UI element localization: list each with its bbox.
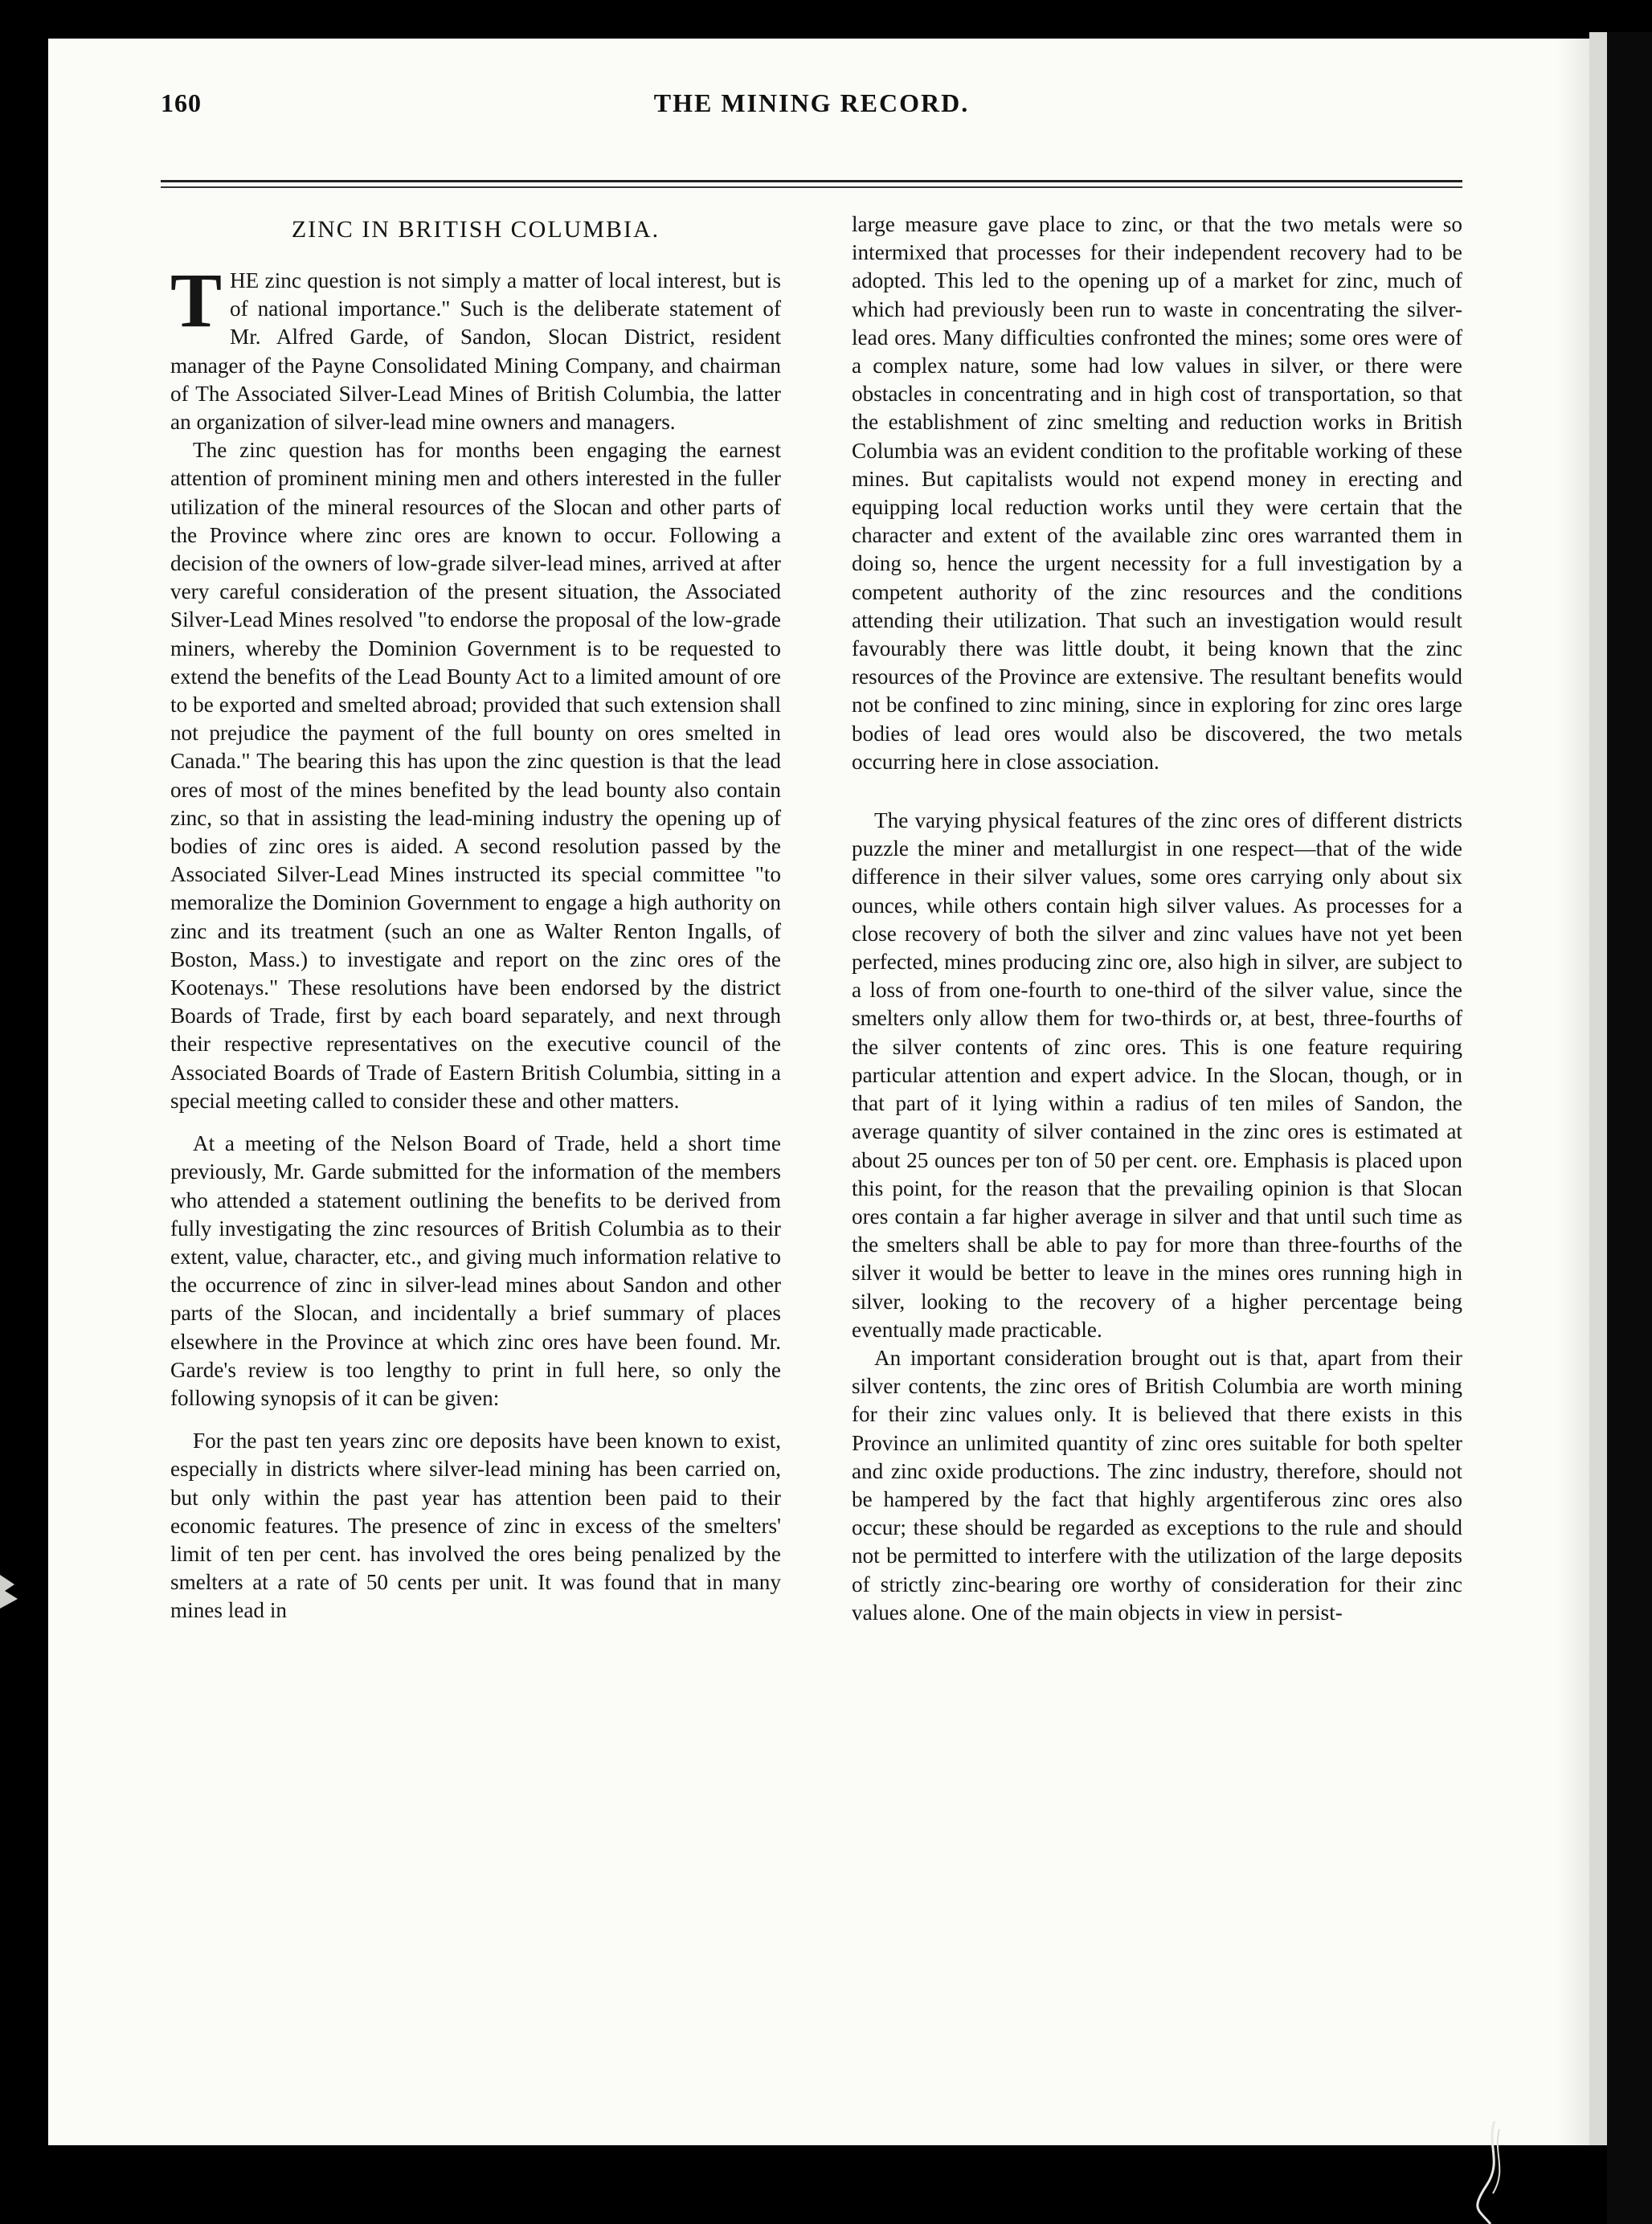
binding-thread-mark <box>1462 2121 1511 2224</box>
journal-title: THE MINING RECORD. <box>653 88 970 117</box>
next-page-edge <box>1589 32 1607 2145</box>
paragraph-3: At a meeting of the Nelson Board of Trade, held a short time previously, Mr. Garde submitted for the information of the members who attended a statement outlining the benefits to be derived from fully investigating the zinc resources of British Columbia as to their extent, value, character, etc., and giving much information relative to the occurrence of zinc in silver-lead mines about Sandon and other parts of the Slocan, and incidentally a brief summary of places elsewhere in the Province at which zinc ores have been found. Mr. Garde's review is too lengthy to print in full here, so only the following synopsis of it can be given: <box>170 1131 781 1410</box>
drop-cap: T <box>170 257 223 343</box>
header-rule-thin <box>161 186 1462 188</box>
running-header <box>161 88 1462 137</box>
paragraph-5: large measure gave place to zinc, or that the two metals were so intermixed that processes for their independent recovery had to be adopted. This led to the opening up of a market for zinc, much of which had previously been run to waste in concentrating the silver-lead ores. Many difficulties confronted the mines; some ores were of a complex nature, some had low values in silver, or there were obstacles in concentrating and in high cost of transportation, so that the establishment of zinc smelting and reduction works in British Columbia was an evident condition to the profitable working of these mines. But capitalists would not expend money in erecting and equipping local reduction works until they were certain that the character and extent of the available zinc ores warranted them in doing so, hence the urgent necessity for a full investigation by a competent authority of the zinc resources and the conditions attending their utilization. That such an investigation would result favourably there was little doubt, it being known that the zinc resources of the Province are extensive. The resultant benefits would not be confined to zinc mining, since in exploring for zinc ores large bodies of lead ores would also be discovered, the two metals occurring here in close association. <box>852 212 1462 774</box>
paragraph-1 <box>170 257 781 436</box>
article-title: ZINC IN BRITISH COLUMBIA. <box>291 216 660 243</box>
page-number: 160 <box>161 88 202 117</box>
left-column <box>170 211 781 1625</box>
paragraph-2: The zinc question has for months been engaging the earnest attention of prominent mining men and others interested in the fuller utilization of the mineral resources of the Slocan and other parts of the Province where zinc ores are known to occur. Following a decision of the owners of low-grade silver-lead mines, arrived at after very careful consideration of the present situation, the Associated Silver-Lead Mines resolved "to endorse the proposal of the low-grade miners, whereby the Dominion Government is to be requested to extend the benefits of the Lead Bounty Act to a limited amount of ore to be exported and smelted abroad; provided that such extension shall not prejudice the payment of the full bounty on ores smelted in Canada." The bearing this has upon the zinc question is that the lead ores of most of the mines benefited by the lead bounty also contain zinc, so that in assisting the lead-mining industry the opening up of bodies of zinc ores is aided. A second resolution passed by the Associated Silver-Lead Mines instructed its special committee "to memoralize the Dominion Government to engage a high authority on zinc and its treatment (such an one as Walter Renton Ingalls, of Boston, Mass.) to investigate and report on the zinc ores of the Kootenays." These resolutions have been endorsed by the district Boards of Trade, first by each board separately, and next through their respective representatives on the executive council of the Associated Boards of Trade of Eastern British Columbia, sitting in a special meeting called to consider these and other matters. <box>170 438 781 1113</box>
scan-spine-shadow <box>1607 32 1652 2224</box>
header-rule-thick <box>161 180 1462 182</box>
torn-edge-mark <box>0 1567 24 1615</box>
right-column <box>852 211 1462 1627</box>
paragraph-1-text: HE zinc question is not simply a matter of local interest, but is of national importance." Such is the deliberate statement of Mr. Alfred Garde, of Sandon, Slocan District, resident manager of the Payne Consolidated Mining Company, and chairman of The Associated Silver-Lead Mines of British Columbia, the latter an organization of silver-lead mine owners and managers. <box>170 268 781 435</box>
paragraph-6: The varying physical features of the zinc ores of different districts puzzle the miner and metallurgist in one respect—that of the wide difference in their silver values, some ores carrying only about six ounces, while others contain high silver values. As processes for a close recovery of both the silver and zinc values have not yet been perfected, mines producing zinc ore, also high in silver, are subject to a loss of from one-fourth to one-third of the silver value, since the smelters only allow them for two-thirds or, at best, three-fourths of the silver contents of zinc ores. This is one feature requiring particular attention and expert advice. In the Slocan, though, or in that part of it lying within a radius of ten miles of Sandon, the average quantity of silver contained in the zinc ores is estimated at about 25 ounces per ton of 50 per cent. ore. Emphasis is placed upon this point, for the reason that the prevailing opinion is that Slocan ores contain a far higher average in silver and that until such time as the smelters shall be able to pay for more than three-fourths of the silver it would be better to leave in the mines ores running high in silver, looking to the recovery of a higher percentage being eventually made practicable. <box>852 808 1462 1342</box>
paragraph-7: An important consideration brought out is that, apart from their silver contents, the zinc ores of British Columbia are worth mining for their zinc values only. It is believed that there exists in this Province an unlimited quantity of zinc ores suitable for both spelter and zinc oxide productions. The zinc industry, therefore, should not be hampered by the fact that highly argentiferous zinc ores also occur; these should be regarded as exceptions to the rule and should not be permitted to interfere with the utilization of the large deposits of strictly zinc-bearing ore worthy of consideration for their zinc values alone. One of the main objects in view in persist- <box>852 1345 1462 1625</box>
paragraph-4: For the past ten years zinc ore deposits have been known to exist, especially in districts where silver-lead mining has been carried on, but only within the past year has attention been paid to their economic features. The presence of zinc in excess of the smelters' limit of ten per cent. has involved the ores being penalized by the smelters at a rate of 50 cents per unit. It was found that in many mines lead in <box>170 1429 781 1623</box>
